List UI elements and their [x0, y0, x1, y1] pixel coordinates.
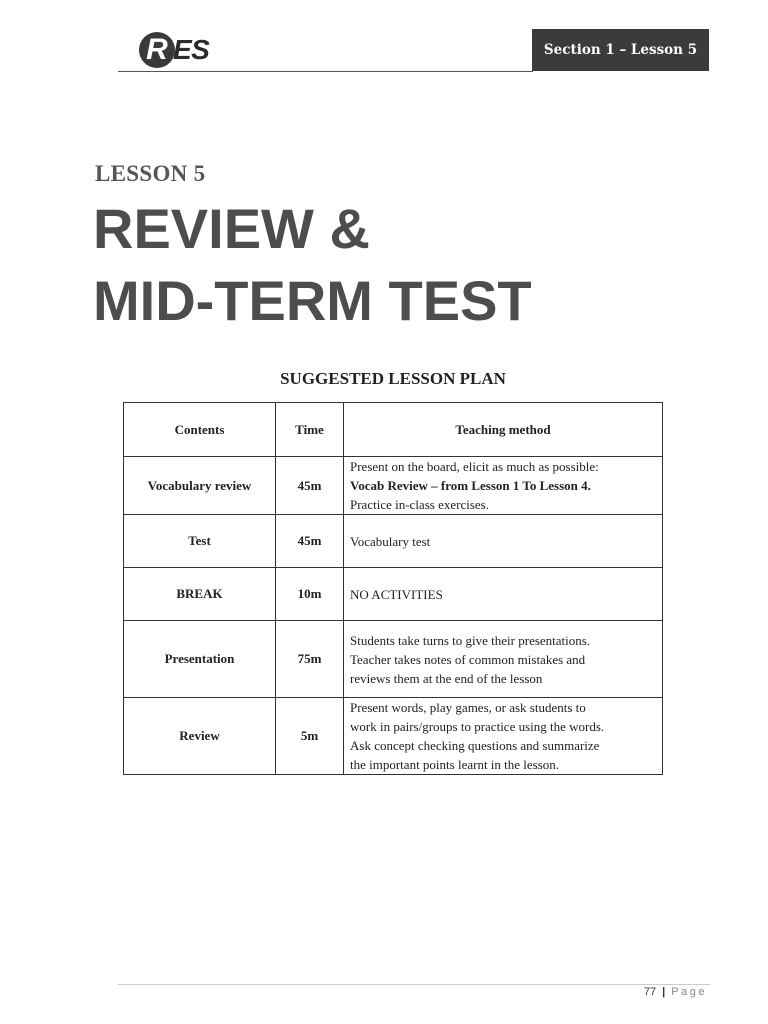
row-time: 10m [276, 568, 344, 621]
title-line-2: MID-TERM TEST [93, 269, 532, 332]
logo-text: ES [173, 34, 210, 65]
row-method: NO ACTIVITIES [344, 568, 663, 621]
table-header-row [124, 403, 663, 457]
row-time: 45m [276, 515, 344, 568]
lesson-plan-table [123, 402, 663, 775]
method-line: Ask concept checking questions and summarize [350, 738, 600, 753]
row-method [344, 457, 663, 515]
method-line: Present words, play games, or ask students to [350, 700, 586, 715]
row-content: Presentation [124, 621, 276, 698]
row-time: 75m [276, 621, 344, 698]
page-word: Page [671, 986, 707, 998]
row-content: Vocabulary review [124, 457, 276, 515]
page-title [93, 193, 532, 337]
method-line: Teacher takes notes of common mistakes and [350, 651, 586, 667]
method-line: work in pairs/groups to practice using the words. [350, 719, 605, 734]
row-content: BREAK [124, 568, 276, 621]
logo-letter: R [139, 32, 175, 68]
table-row [124, 698, 663, 775]
row-method [344, 621, 663, 698]
lesson-plan-heading: SUGGESTED LESSON PLAN [280, 369, 506, 388]
row-content: Test [124, 515, 276, 568]
row-time: 5m [276, 698, 344, 775]
table-row [124, 457, 663, 515]
method-line: Present on the board, elicit as much as possible: [350, 459, 599, 474]
method-line: the important points learnt in the lesson. [350, 757, 560, 772]
row-time: 45m [276, 457, 344, 515]
column-header-teaching-method: Teaching method [344, 403, 663, 457]
title-line-1: REVIEW & [93, 197, 370, 260]
footer-divider [118, 984, 710, 985]
method-line: Practice in-class exercises. [350, 497, 489, 512]
method-line: reviews them at the end of the lesson [350, 670, 543, 686]
row-method [344, 698, 663, 775]
page-number: 77 [643, 986, 657, 998]
section-label: Section 1 – Lesson 5 [543, 42, 698, 58]
header-divider [118, 71, 533, 72]
table-row [124, 621, 663, 698]
row-method: Vocabulary test [344, 515, 663, 568]
lesson-label: LESSON 5 [95, 161, 206, 186]
column-header-contents: Contents [124, 403, 276, 457]
method-line: Students take turns to give their presentations. [350, 632, 591, 648]
footer-separator: | [662, 986, 666, 998]
table-row [124, 568, 663, 621]
page-footer [644, 986, 707, 998]
row-content: Review [124, 698, 276, 775]
table-row [124, 515, 663, 568]
section-badge [532, 29, 709, 71]
column-header-time: Time [276, 403, 344, 457]
method-line: Vocab Review – from Lesson 1 To Lesson 4. [350, 478, 591, 493]
res-logo [139, 30, 209, 70]
